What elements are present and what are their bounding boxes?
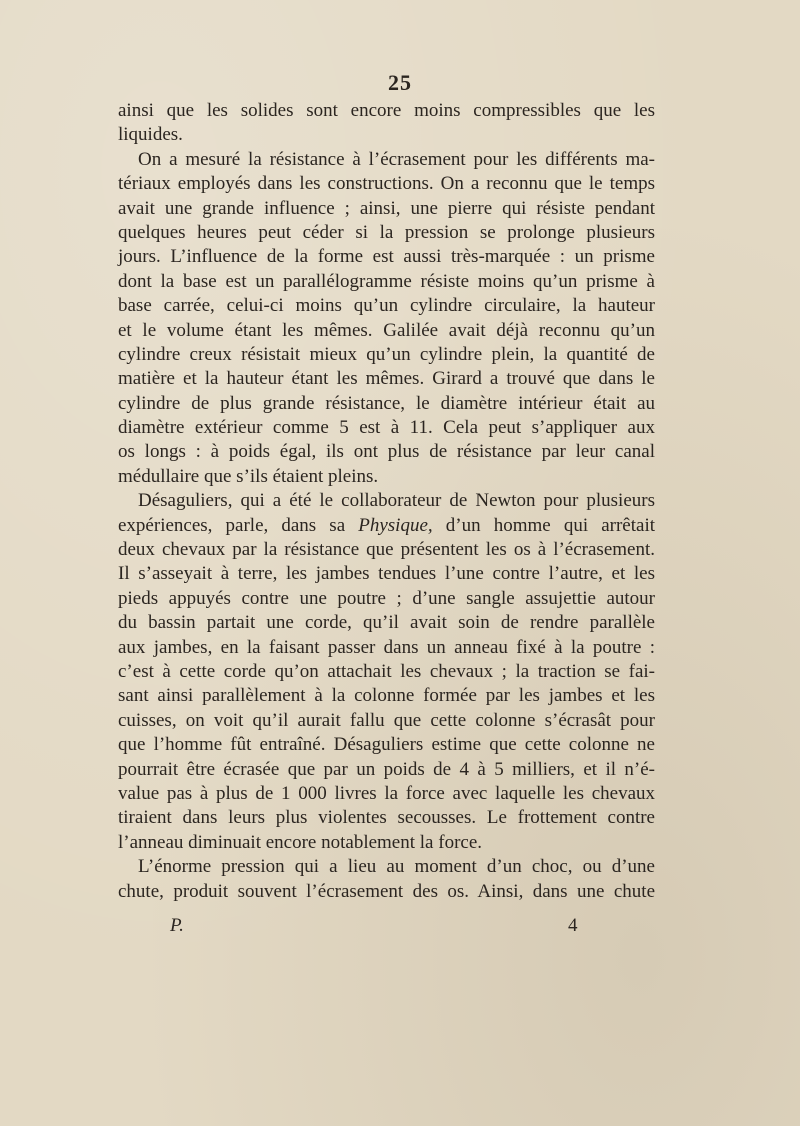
text-line: [118, 270, 655, 294]
text-segment: cylindre de plus grande résistance, le diamètre intérieur était au: [118, 392, 655, 414]
text-segment: médullaire que s’ils étaient pleins.: [118, 465, 379, 487]
text-line: [118, 489, 655, 513]
text-segment: pourrait être écrasée que par un poids de 4 à 5 milliers, et il n’é-: [118, 758, 655, 780]
text-line: [118, 709, 655, 733]
text-segment: sant ainsi parallèlement à la colonne formée par les jambes et les: [118, 685, 655, 707]
text-line: [118, 245, 655, 269]
text-segment: et le volume étant les mêmes. Galilée avait déjà reconnu qu’un: [118, 319, 655, 341]
text-line: [118, 221, 655, 245]
text-line: [118, 611, 655, 635]
text-segment: cylindre creux résistait mieux qu’un cylindre plein, la quantité de: [118, 343, 655, 365]
text-segment: expériences, parle, dans sa: [118, 514, 359, 536]
text-segment: du bassin partait une corde, qu’il avait soin de rendre parallèle: [118, 612, 655, 634]
page-number: 25: [388, 70, 412, 95]
text-line: [118, 562, 655, 586]
text-line: [118, 684, 655, 708]
text-line: [118, 99, 655, 123]
text-segment: liquides.: [118, 124, 183, 146]
text-line: [118, 123, 655, 147]
text-line: [118, 367, 655, 391]
text-segment: tériaux employés dans les constructions. On a reconnu que le temps: [118, 173, 655, 195]
text-segment: matière et la hauteur étant les mêmes. Girard a trouvé que dans le: [118, 368, 655, 390]
text-line: [118, 806, 655, 830]
text-segment: os longs : à poids égal, ils ont plus de résistance par leur canal: [118, 441, 655, 463]
text-line: [118, 172, 655, 196]
sheet-number: 4: [568, 915, 578, 936]
text-segment: diamètre extérieur comme 5 est à 11. Cela peut s’appliquer aux: [118, 417, 655, 439]
text-line: [118, 855, 655, 879]
text-line: [118, 440, 655, 464]
text-segment: pieds appuyés contre une poutre ; d’une sangle assujettie autour: [118, 587, 655, 609]
italic-text: Physique,: [358, 514, 433, 536]
text-line: [118, 392, 655, 416]
text-line: [118, 660, 655, 684]
text-line: [118, 758, 655, 782]
text-segment: quelques heures peut céder si la pression se prolonge plusieurs: [118, 221, 655, 243]
text-segment: aux jambes, en la faisant passer dans un anneau fixé à la poutre :: [118, 636, 655, 658]
text-line: [118, 197, 655, 221]
text-segment: deux chevaux par la résistance que présentent les os à l’écrasement.: [118, 539, 655, 561]
text-segment: c’est à cette corde qu’on attachait les chevaux ; la traction se fai-: [118, 660, 655, 682]
text-line: [118, 319, 655, 343]
text-segment: On a mesuré la résistance à l’écrasement pour les différents ma-: [138, 148, 655, 170]
text-line: [118, 880, 655, 904]
text-line: [118, 148, 655, 172]
text-segment: Désaguliers, qui a été le collaborateur de Newton pour plusieurs: [138, 490, 655, 512]
text-segment: value pas à plus de 1 000 livres la force avec laquelle les chevaux: [118, 782, 655, 804]
text-segment: base carrée, celui-ci moins qu’un cylindre circulaire, la hauteur: [118, 295, 655, 317]
text-line: [118, 538, 655, 562]
text-segment: d’un homme qui arrêtait: [432, 514, 655, 536]
text-line: [118, 514, 655, 538]
text-line: [118, 782, 655, 806]
text-segment: que l’homme fût entraîné. Désaguliers estime que cette colonne ne: [118, 734, 655, 756]
text-segment: ainsi que les solides sont encore moins compressibles que les: [118, 100, 655, 121]
text-line: [118, 733, 655, 757]
signature-mark: P.: [170, 915, 184, 936]
text-segment: tiraient dans leurs plus violentes secousses. Le frottement contre: [118, 807, 655, 829]
text-segment: cuisses, on voit qu’il aurait fallu que cette colonne s’écrasât pour: [118, 709, 655, 731]
text-segment: jours. L’influence de la forme est aussi très-marquée : un prisme: [118, 246, 655, 268]
text-segment: dont la base est un parallélogramme résiste moins qu’un prisme à: [118, 270, 655, 292]
page-footer: [0, 915, 800, 939]
text-line: [118, 831, 655, 855]
text-segment: L’énorme pression qui a lieu au moment d’un choc, ou d’une: [138, 856, 655, 878]
text-segment: l’anneau diminuait encore notablement la force.: [118, 831, 483, 853]
text-segment: avait une grande influence ; ainsi, une pierre qui résiste pendant: [118, 197, 655, 219]
text-segment: chute, produit souvent l’écrasement des os. Ainsi, dans une chute: [118, 880, 655, 902]
text-line: [118, 343, 655, 367]
text-line: [118, 587, 655, 611]
text-line: [118, 294, 655, 318]
text-segment: Il s’asseyait à terre, les jambes tendues l’une contre l’autre, et les: [118, 563, 655, 585]
body-text: [118, 99, 655, 904]
text-line: [118, 416, 655, 440]
text-line: [118, 636, 655, 660]
text-line: [118, 465, 655, 489]
